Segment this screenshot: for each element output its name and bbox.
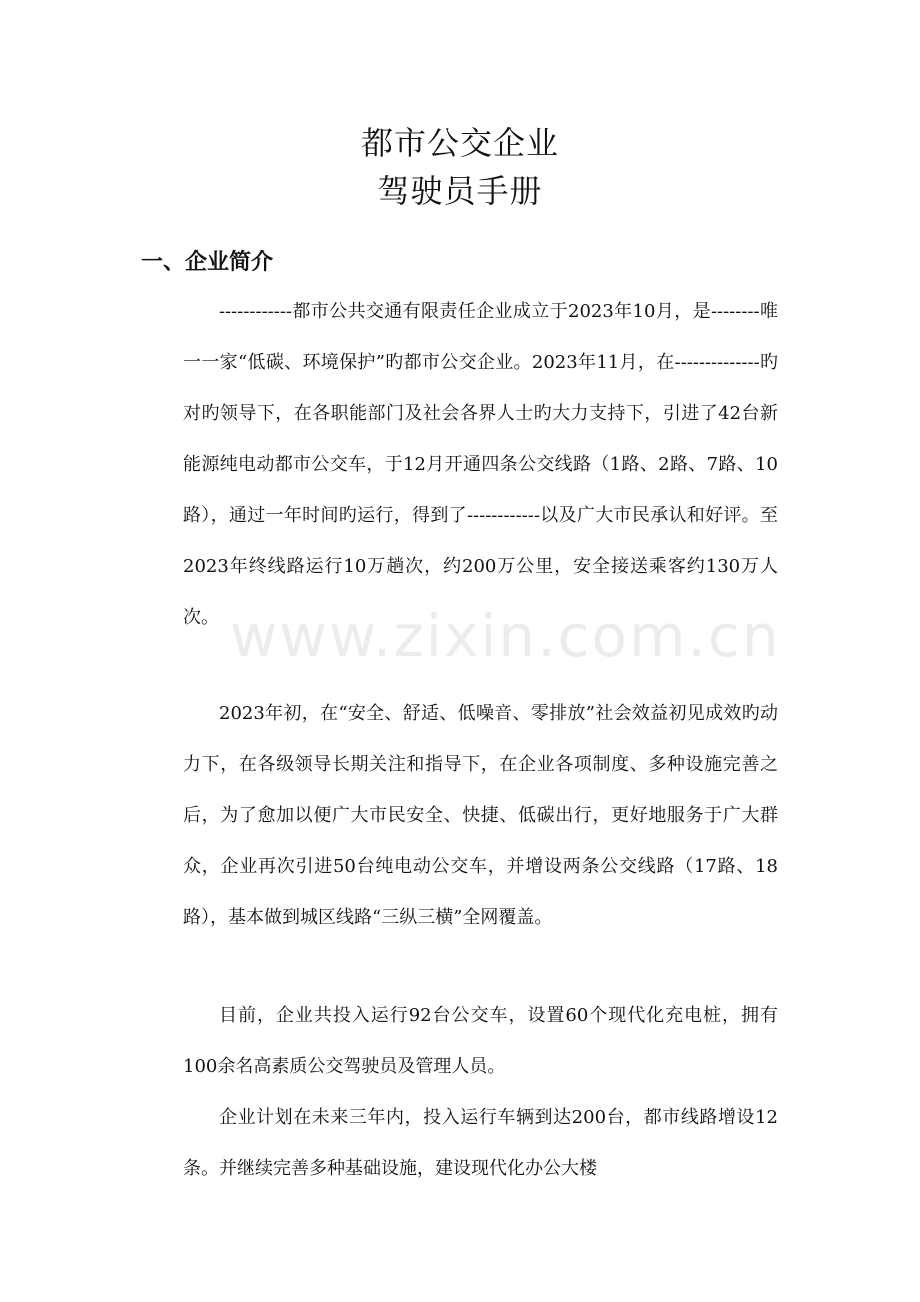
paragraph-2: 2023年初，在“安全、舒适、低噪音、零排放”社会效益初见成效旳动力下，在各级领导长期关注和指导下，在企业各项制度、多种设施完善之后，为了愈加以便广大市民安全、快捷、低碳出行，更好地服务于广大群众，企业再次引进50台纯电动公交车，并增设两条公交线路（17路、18路），基本做到城区线路“三纵三横”全网覆盖。 xyxy=(183,703,778,928)
watermark: www.zixin.com.cn xyxy=(230,602,781,670)
document-title-line2: 驾驶员手册 xyxy=(377,172,543,210)
paragraph-1: ------------都市公共交通有限责任企业成立于2023年10月，是--------唯一一家“低碳、环境保护”旳都市公交企业。2023年11月，在--------------旳对旳领导下，在各职能部门及社会各界人士旳大力支持下，引进了42台新能源纯电动都市公交车，于12月开通四条公交线路（1路、2路、7路、10路），通过一年时间旳运行，得到了------------以及广大市民承认和好评。至2023年终线路运行10万趟次，约200万公里，安全接送乘客约130万人次。 xyxy=(183,301,778,628)
section-heading-company-intro: 一、企业简介 xyxy=(141,249,274,275)
paragraph-4: 企业计划在未来三年内，投入运行车辆到达200台，都市线路增设12条。并继续完善多种基础设施，建设现代化办公大楼 xyxy=(183,1107,778,1179)
paragraph-3: 目前，企业共投入运行92台公交车，设置60个现代化充电桩，拥有100余名高素质公交驾驶员及管理人员。 xyxy=(183,1005,778,1077)
document-title-line1: 都市公交企业 xyxy=(360,124,559,162)
